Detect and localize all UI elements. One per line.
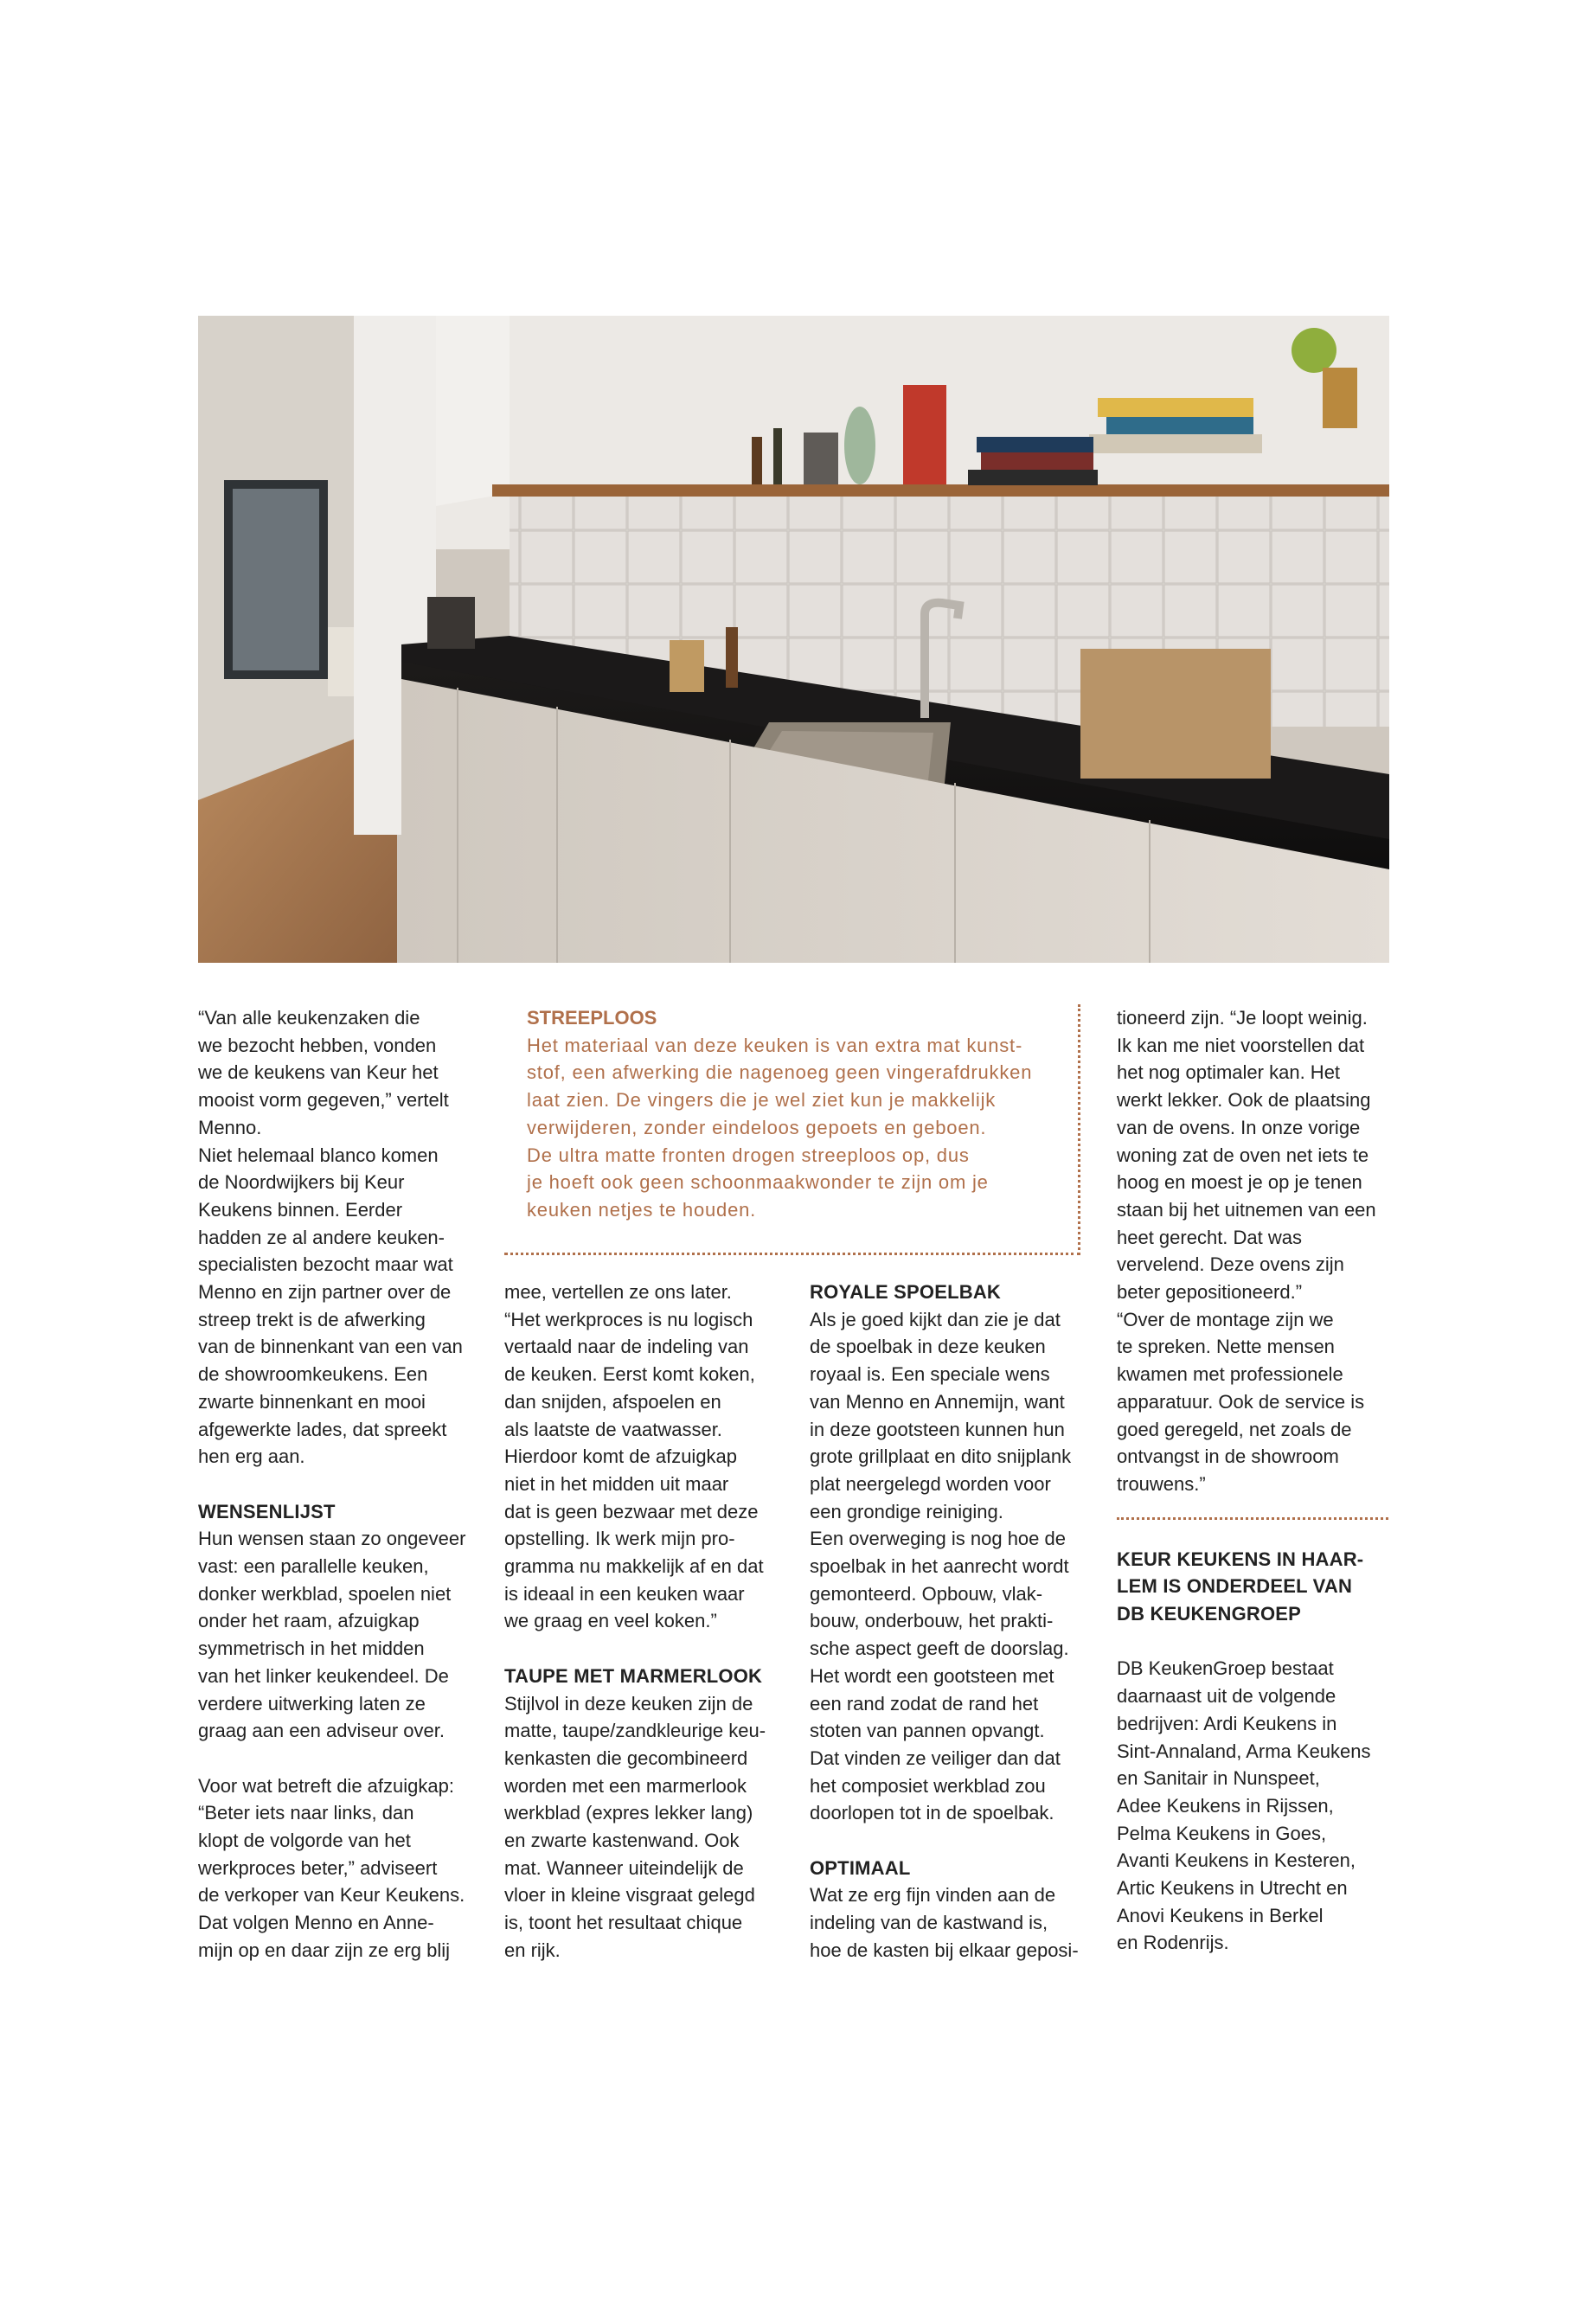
article-column-4 (1117, 1004, 1394, 1957)
kitchen-illustration (198, 316, 1389, 963)
callout-box (504, 1004, 1080, 1255)
section-heading: TAUPE MET MARMERLOOK (504, 1664, 763, 1687)
kitchen-photo (198, 316, 1389, 963)
section-heading: WENSENLIJST (198, 1500, 336, 1522)
paragraph: Hun wensen staan zo ongeveer vast: een parallelle keuken, donker werkblad, spoelen niet onder het raam, afzuigkap symmetrisch in het midden van het linker keukendeel. De verdere uitwerking laten ze graag aan een adviseur over. (198, 1528, 466, 1742)
section-heading: KEUR KEUKENS IN HAAR- LEM IS ONDERDEEL VAN DB KEUKENGROEP (1117, 1548, 1364, 1625)
article-column-1 (198, 1004, 488, 1965)
callout-heading: STREEPLOOS (527, 1007, 657, 1029)
article-column-2 (504, 1279, 790, 1965)
section-heading: ROYALE SPOELBAK (810, 1281, 1002, 1303)
wooden-shelf (492, 484, 1389, 497)
callout-text: Het materiaal van deze keuken is van extra mat kunst- stof, een afwerking die nagenoeg geen vingerafdrukken laat zien. De vingers die je wel ziet kun je makkelijk verwijderen, zonder eindeloos gepoets en geboen. De ultra matte fronten drogen streeploos op, dus je hoeft ook geen schoonmaakwonder te zijn om je keuken netjes te houden. (527, 1034, 1033, 1221)
dotted-divider (1117, 1517, 1388, 1520)
paragraph: Stijlvol in deze keuken zijn de matte, taupe/zandkleurige keu- kenkasten die gecombineerd worden met een marmerlook werkblad (expres lekker lang) en zwarte kastenwand. Ook mat. Wanneer uiteindelijk de vloer in kleine visgraat gelegd is, toont het resultaat chique en rijk. (504, 1692, 766, 1961)
article-column-3 (810, 1279, 1095, 1965)
paragraph: “Van alle keukenzaken die we bezocht hebben, vonden we de keukens van Keur het mooist vorm gegeven,” vertelt Menno. Niet helemaal blanco komen de Noordwijkers bij Keur Keukens binnen. Eerder hadden ze al andere keuken- specialisten bezocht maar wat Menno en zijn partner over de streep trekt is de afwerking van de binnenkant van een van de showroomkeukens. Een zwarte binnenkant en mooi afgewerkte lades, dat spreekt hen erg aan. (198, 1007, 463, 1468)
paragraph: mee, vertellen ze ons later. “Het werkproces is nu logisch vertaald naar de indeling van de keuken. Eerst komt koken, dan snijden, afspoelen en als laatste de vaatwasser. Hierdoor komt de afzuigkap niet in het midden uit maar dat is geen bezwaar met deze opstelling. Ik werk mijn pro- gramma nu makkelijk af en dat is ideaal in een keuken waar we graag en veel koken.” (504, 1281, 764, 1632)
paragraph: Als je goed kijkt dan zie je dat de spoelbak in deze keuken royaal is. Een speciale wens van Menno en Annemijn, want in deze gootsteen kunnen hun grote grillplaat en dito snijplank plat neergelegd worden voor een grondige reiniging. Een overweging is nog hoe de spoelbak in het aanrecht wordt gemonteerd. Opbouw, vlak- bouw, onderbouw, het prakti- sche aspect geeft de doorslag. Het wordt een gootsteen met een rand zodat de rand het stoten van pannen opvangt. Dat vinden ze veiliger dan dat het composiet werkblad zou doorlopen tot in de spoelbak. (810, 1308, 1072, 1824)
section-heading: OPTIMAAL (810, 1856, 911, 1879)
paragraph: Voor wat betreft die afzuigkap: “Beter iets naar links, dan klopt de volgorde van het werkproces beter,” adviseert de verkoper van Keur Keukens. Dat volgen Menno en Anne- mijn op en daar zijn ze erg blij (198, 1774, 465, 1961)
paragraph: tioneerd zijn. “Je loopt weinig. Ik kan me niet voorstellen dat het nog optimaler kan. Het werkt lekker. Ook de plaatsing van de ovens. In onze vorige woning zat de oven net iets te hoog en moest je op je tenen staan bij het uitnemen van een heet gerecht. Dat was vervelend. Deze ovens zijn beter gepositioneerd.” “Over de montage zijn we te spreken. Nette mensen kwamen met professionele apparatuur. Ook de service is goed geregeld, net zoals de ontvangst in de showroom trouwens.” (1117, 1007, 1376, 1495)
paragraph: DB KeukenGroep bestaat daarnaast uit de volgende bedrijven: Ardi Keukens in Sint-Annaland, Arma Keukens en Sanitair in Nunspeet, Adee Keukens in Rijssen, Pelma Keukens in Goes, Avanti Keukens in Kesteren, Artic Keukens in Utrecht en Anovi Keukens in Berkel en Rodenrijs. (1117, 1657, 1371, 1954)
cutting-board (1080, 649, 1271, 779)
paragraph: Wat ze erg fijn vinden aan de indeling van de kastwand is, hoe de kasten bij elkaar geposi- (810, 1884, 1079, 1961)
